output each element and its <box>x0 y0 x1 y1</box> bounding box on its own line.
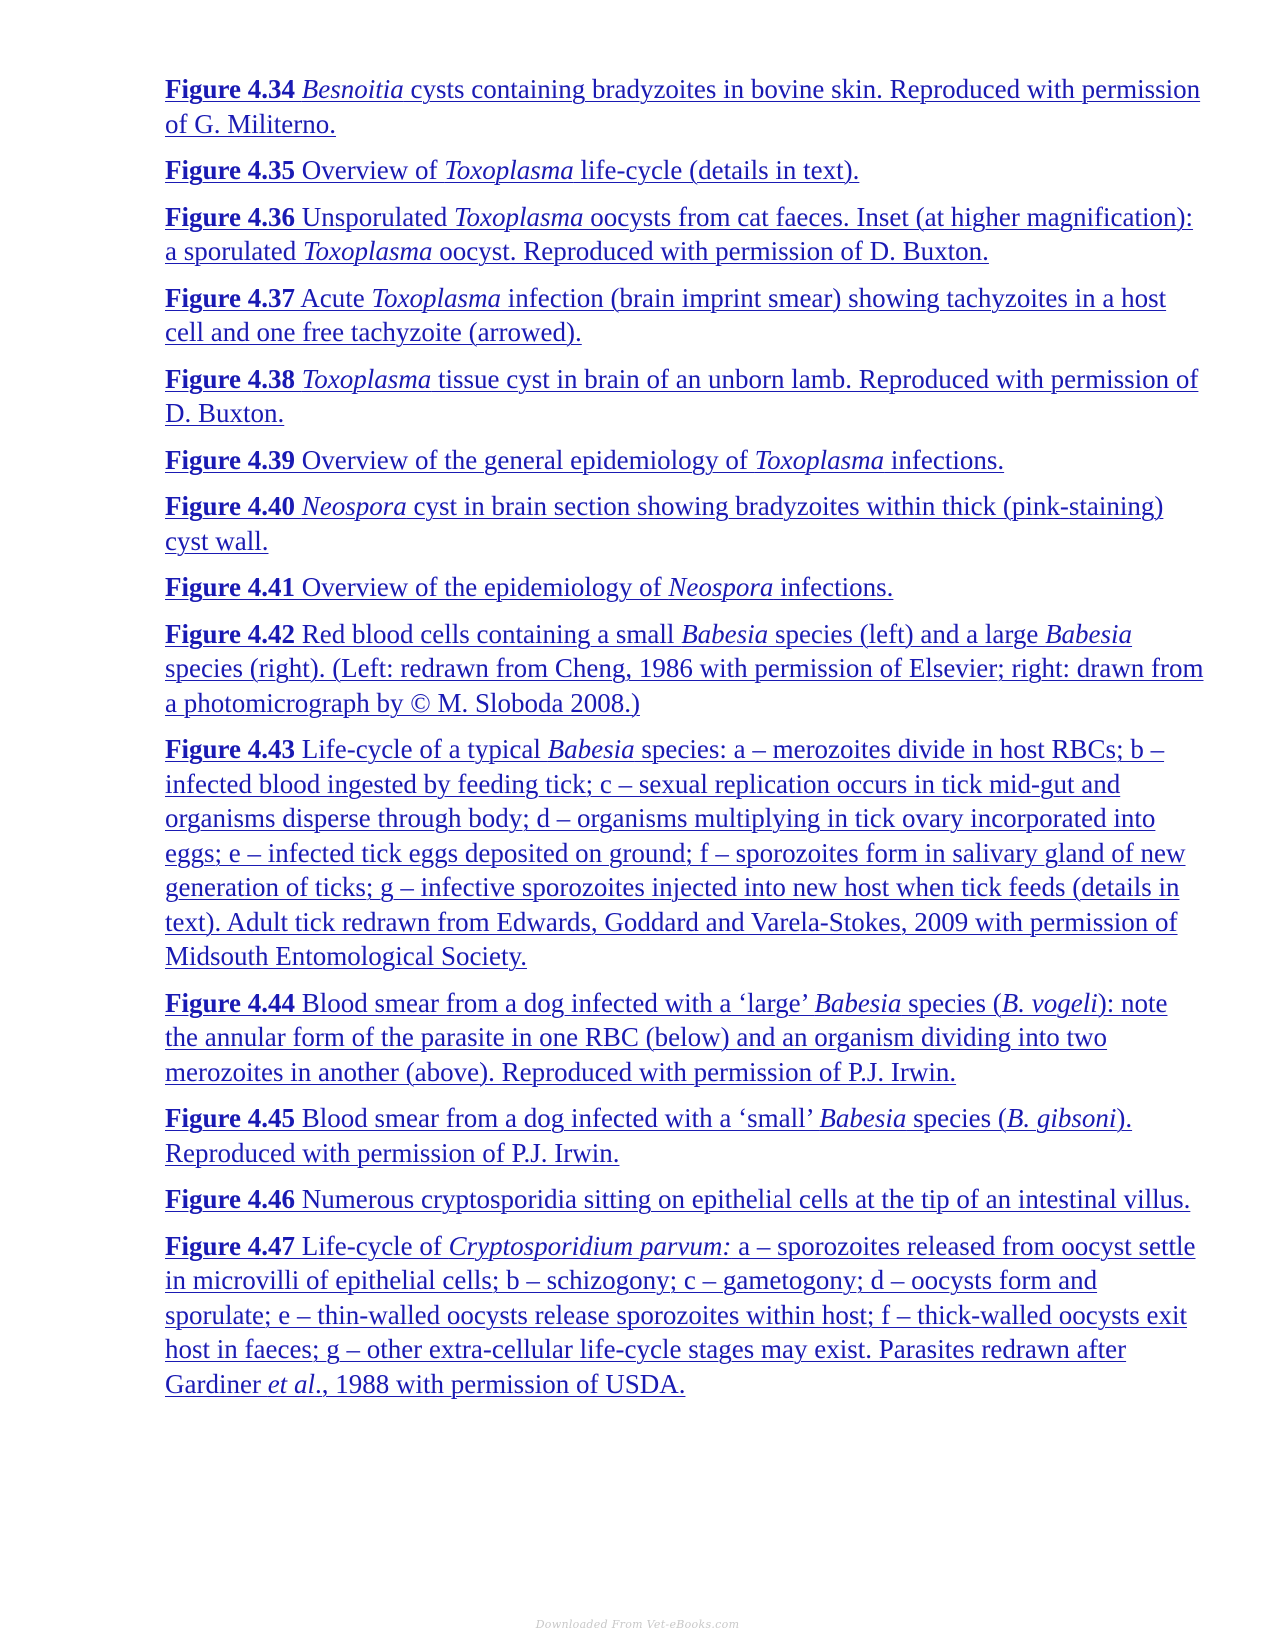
watermark: Downloaded From Vet-eBooks.com <box>535 1618 740 1631</box>
figure-link[interactable] <box>165 734 1186 971</box>
figure-link[interactable] <box>165 283 1166 348</box>
figure-label: Figure 4.37 <box>165 282 295 313</box>
figure-link[interactable] <box>165 74 1200 139</box>
figure-caption <box>165 281 1205 350</box>
caption-text: Numerous cryptosporidia sitting on epithelial cells at the tip of an intestinal villus. <box>295 1184 1191 1214</box>
caption-text: Overview of the general epidemiology of <box>295 444 755 475</box>
caption-text: species: a – merozoites divide in host RBCs; b – infected blood ingested by feeding tick; c – sexual replication occurs in tick mid-gut and organisms disperse through body; d – organisms multiplying in tick ovary incorporated into eggs; e – infected tick eggs deposited on ground; f – sporozoites form in salivary gland of new generation of ticks; g – infective sporozoites injected into new host when tick feeds (details in text). Adult tick redrawn from Edwards, Goddard and Varela-Stokes, 2009 with permission of Midsouth Entomological Society. <box>165 734 1186 971</box>
figure-label: Figure 4.45 <box>165 1103 295 1133</box>
figure-label: Figure 4.41 <box>165 572 295 602</box>
figure-caption <box>165 986 1205 1090</box>
caption-text: Overview of <box>295 155 445 185</box>
caption-text: Life-cycle of <box>295 1230 449 1261</box>
italic-term: Besnoitia <box>301 74 404 104</box>
figure-label: Figure 4.38 <box>165 363 295 394</box>
italic-term: Babesia <box>547 734 635 764</box>
figure-list <box>165 72 1205 1413</box>
italic-term: Babesia <box>681 618 769 649</box>
figure-label: Figure 4.35 <box>165 155 295 185</box>
italic-term: Toxoplasma <box>444 155 574 185</box>
caption-text: species ( <box>901 987 1002 1018</box>
italic-term: et al <box>267 1368 315 1399</box>
figure-link[interactable] <box>165 1231 1196 1399</box>
figure-label: Figure 4.44 <box>165 987 295 1018</box>
figure-caption <box>165 732 1205 974</box>
italic-term: Toxoplasma <box>302 236 433 266</box>
italic-term: Cryptosporidium parvum: <box>448 1230 732 1261</box>
caption-text: Unsporulated <box>295 201 454 232</box>
italic-term: Neospora <box>668 572 774 602</box>
figure-link[interactable] <box>165 155 859 185</box>
figure-link[interactable] <box>165 1184 1190 1214</box>
caption-text: ., 1988 with permission of USDA. <box>314 1368 686 1399</box>
figure-caption <box>165 153 1205 188</box>
italic-term: Toxoplasma <box>453 201 584 232</box>
caption-text: a – sporozoites released from oocyst settle in microvilli of epithelial cells; b – schizogony; c – gametogony; d – oocysts form and sporulate; e – thin-walled oocysts release sporozoites within host; f – thick-walled oocysts exit host in faeces; g – other extra-cellular life-cycle stages may exist. Parasites redrawn after Gardiner <box>165 1230 1196 1399</box>
caption-text: Life-cycle of a typical <box>295 734 548 764</box>
italic-term: Babesia <box>1045 618 1133 649</box>
italic-term: B. vogeli <box>1001 987 1098 1018</box>
figure-link[interactable] <box>165 988 1168 1087</box>
figure-label: Figure 4.46 <box>165 1184 295 1214</box>
caption-text: infections. <box>884 444 1005 475</box>
italic-term: B. gibsoni <box>1006 1103 1117 1133</box>
caption-text: infections. <box>773 572 894 602</box>
caption-text: species (right). (Left: redrawn from Cheng, 1986 with permission of Elsevier; right: drawn from a photomicrograph by © M. Sloboda 2008.) <box>165 653 1204 718</box>
caption-text: Overview of the epidemiology of <box>295 572 669 602</box>
figure-label: Figure 4.36 <box>165 201 295 232</box>
italic-term: Toxoplasma <box>301 363 432 394</box>
figure-caption <box>165 617 1205 721</box>
caption-text: Blood smear from a dog infected with a ‘small’ <box>295 1103 820 1133</box>
figure-label: Figure 4.40 <box>165 491 295 521</box>
figure-link[interactable] <box>165 572 893 602</box>
figure-caption <box>165 200 1205 269</box>
figure-caption <box>165 489 1205 558</box>
caption-text: species ( <box>906 1103 1007 1133</box>
figure-caption <box>165 443 1205 478</box>
figure-link[interactable] <box>165 1103 1132 1168</box>
caption-text: Red blood cells containing a small <box>295 618 682 649</box>
figure-link[interactable] <box>165 491 1163 556</box>
figure-caption <box>165 570 1205 605</box>
caption-text: oocyst. Reproduced with permission of D. Buxton. <box>432 236 989 266</box>
figure-caption <box>165 1182 1205 1217</box>
figure-caption <box>165 72 1205 141</box>
figure-label: Figure 4.47 <box>165 1230 295 1261</box>
caption-text: ). Reproduced with permission of P.J. Irwin. <box>165 1103 1133 1168</box>
figure-caption <box>165 1101 1205 1170</box>
caption-text: cyst in brain section showing bradyzoites within thick (pink-staining) cyst wall. <box>165 491 1164 556</box>
caption-text: tissue cyst in brain of an unborn lamb. Reproduced with permission of D. Buxton. <box>165 363 1199 428</box>
caption-text <box>295 491 302 521</box>
caption-text: ): note the annular form of the parasite in one RBC (below) and an organism dividing into two merozoites in another (above). Reproduced with permission of P.J. Irwin. <box>165 987 1168 1087</box>
figure-link[interactable] <box>165 364 1198 429</box>
figure-link[interactable] <box>165 619 1204 718</box>
figure-caption <box>165 362 1205 431</box>
figure-label: Figure 4.43 <box>165 734 295 764</box>
italic-term: Neospora <box>301 491 407 521</box>
caption-text: Blood smear from a dog infected with a ‘large’ <box>295 987 815 1018</box>
caption-text <box>295 74 302 104</box>
figure-label: Figure 4.39 <box>165 444 295 475</box>
italic-term: Babesia <box>814 987 902 1018</box>
italic-term: Toxoplasma <box>371 282 502 313</box>
figure-label: Figure 4.34 <box>165 74 295 104</box>
caption-text: infection (brain imprint smear) showing tachyzoites in a host cell and one free tachyzoite (arrowed). <box>165 282 1167 347</box>
figure-caption <box>165 1229 1205 1402</box>
caption-text: Acute <box>295 282 372 313</box>
figure-link[interactable] <box>165 202 1193 267</box>
caption-text <box>295 364 302 394</box>
figure-label: Figure 4.42 <box>165 618 295 649</box>
caption-text: cysts containing bradyzoites in bovine skin. Reproduced with permission of G. Militerno. <box>165 74 1201 139</box>
italic-term: Toxoplasma <box>754 444 885 475</box>
caption-text: life-cycle (details in text). <box>573 155 860 185</box>
figure-link[interactable] <box>165 445 1004 475</box>
caption-text: species (left) and a large <box>768 618 1046 649</box>
italic-term: Babesia <box>819 1103 907 1133</box>
caption-text: oocysts from cat faeces. Inset (at higher magnification): a sporulated <box>165 201 1194 266</box>
